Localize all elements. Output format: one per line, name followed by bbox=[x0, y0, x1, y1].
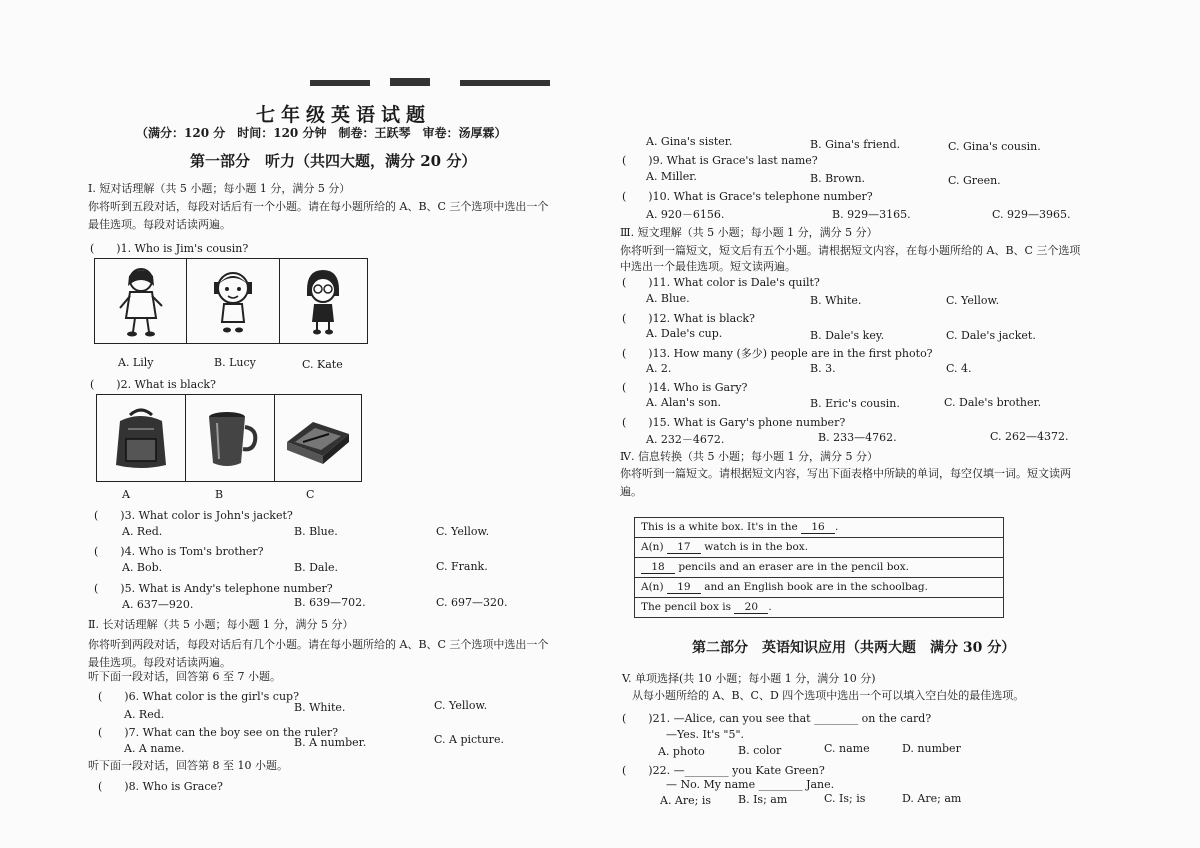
option-b: B. Eric's cousin. bbox=[810, 397, 900, 410]
table-text: pencils and an eraser are in the pencil box. bbox=[678, 561, 910, 573]
option-c: C. 929—3965. bbox=[992, 208, 1071, 221]
option-d: D. Are; am bbox=[902, 792, 962, 805]
option-a: A. 637—920. bbox=[122, 598, 194, 611]
part2-title: 第二部分 英语知识应用（共两大题 满分 30 分） bbox=[692, 640, 1016, 656]
girl-lucy-picture bbox=[187, 259, 279, 343]
table-text: . bbox=[835, 521, 839, 533]
table-row bbox=[635, 578, 1004, 598]
option-b: B. White. bbox=[810, 294, 862, 307]
option-c: C. name bbox=[824, 742, 870, 755]
cropped-header-fragment bbox=[300, 78, 570, 88]
question-9: ( )9. What is Grace's last name? bbox=[622, 154, 818, 167]
option-a: A. Red. bbox=[122, 525, 163, 538]
option-a: A. 920－6156. bbox=[646, 208, 725, 221]
section2-listen-note: 听下面一段对话，回答第 8 至 10 小题。 bbox=[88, 759, 288, 772]
question-21: ( )21. —Alice, can you see that ________ on the card? bbox=[622, 712, 932, 725]
question-13: ( )13. How many (多少) people are in the first photo? bbox=[622, 347, 933, 360]
option-b: B. Blue. bbox=[294, 525, 338, 538]
info-table bbox=[634, 517, 1004, 618]
option-b: B. Lucy bbox=[214, 356, 256, 369]
option-c: C. 4. bbox=[946, 362, 972, 375]
option-a: A. Gina's sister. bbox=[646, 135, 733, 148]
question-15: ( )15. What is Gary's phone number? bbox=[622, 416, 846, 429]
question-22-reply: — No. My name ________ Jane. bbox=[666, 778, 835, 791]
question-22: ( )22. —________ you Kate Green? bbox=[622, 764, 825, 777]
option-b: B. color bbox=[738, 744, 782, 757]
option-d: D. number bbox=[902, 742, 961, 755]
question-4: ( )4. Who is Tom's brother? bbox=[94, 545, 264, 558]
blank-17[interactable]: 17 bbox=[667, 541, 701, 554]
option-c: C. A picture. bbox=[434, 733, 504, 746]
question-10: ( )10. What is Grace's telephone number? bbox=[622, 190, 873, 203]
section4-instruction: 你将听到一篇短文。请根据短文内容，写出下面表格中所缺的单词，每空仅填一词。短文读两 bbox=[620, 467, 1071, 480]
question-14: ( )14. Who is Gary? bbox=[622, 381, 748, 394]
option-a: A. 2. bbox=[646, 362, 672, 375]
option-b: B. 233—4762. bbox=[818, 431, 897, 444]
section2-title: Ⅱ. 长对话理解（共 5 小题；每小题 1 分，满分 5 分） bbox=[88, 618, 354, 631]
section5-instruction: 从每小题所给的 A、B、C、D 四个选项中选出一个可以填入空白处的最佳选项。 bbox=[632, 689, 1025, 702]
option-a: A. Are; is bbox=[660, 794, 712, 807]
blank-19[interactable]: 19 bbox=[667, 581, 701, 594]
blank-20[interactable]: 20 bbox=[734, 601, 768, 614]
option-c: C. Frank. bbox=[436, 560, 488, 573]
option-c: C. Is; is bbox=[824, 792, 866, 805]
question-6: ( )6. What color is the girl's cup? bbox=[98, 690, 299, 703]
section3-instruction: 中选出一个最佳选项。短文读两遍。 bbox=[620, 260, 796, 273]
question-2: ( )2. What is black? bbox=[90, 378, 216, 391]
option-a: A. Bob. bbox=[122, 561, 163, 574]
option-c: C. Yellow. bbox=[434, 699, 488, 712]
girl-lily-picture bbox=[95, 259, 187, 343]
table-row bbox=[635, 598, 1004, 618]
option-c: C. 262—4372. bbox=[990, 430, 1069, 443]
section3-title: Ⅲ. 短文理解（共 5 小题；每小题 1 分，满分 5 分） bbox=[620, 226, 878, 239]
table-text: This is a white box. It's in the bbox=[641, 521, 798, 533]
section4-title: Ⅳ. 信息转换（共 5 小题；每小题 1 分，满分 5 分） bbox=[620, 450, 878, 463]
option-a: A. Blue. bbox=[646, 292, 690, 305]
option-b: B. 929—3165. bbox=[832, 208, 911, 221]
option-c: C. 697—320. bbox=[436, 596, 508, 609]
backpack-picture bbox=[97, 395, 186, 481]
option-a: A bbox=[122, 488, 130, 501]
question-7: ( )7. What can the boy see on the ruler? bbox=[98, 726, 339, 739]
exam-info: （满分：120 分 时间：120 分钟 制卷：王跃琴 审卷：汤厚霖） bbox=[136, 126, 507, 140]
cup-picture bbox=[186, 395, 275, 481]
option-b: B. White. bbox=[294, 701, 346, 714]
option-b: B. Gina's friend. bbox=[810, 138, 901, 151]
table-text: . bbox=[768, 601, 772, 613]
option-a: A. Red. bbox=[124, 708, 165, 721]
question-21-reply: —Yes. It's "5". bbox=[666, 728, 744, 741]
option-a: A. Alan's son. bbox=[646, 396, 722, 409]
section2-listen-note: 听下面一段对话，回答第 6 至 7 小题。 bbox=[88, 670, 281, 683]
table-text: A(n) bbox=[641, 541, 664, 553]
option-a: A. Lily bbox=[118, 356, 154, 369]
question-1: ( )1. Who is Jim's cousin? bbox=[90, 242, 249, 255]
pencil-box-picture bbox=[275, 395, 361, 481]
question-3: ( )3. What color is John's jacket? bbox=[94, 509, 293, 522]
exam-title: 七年级英语试题 bbox=[256, 104, 432, 126]
option-c: C. Yellow. bbox=[436, 525, 490, 538]
question-5: ( )5. What is Andy's telephone number? bbox=[94, 582, 333, 595]
table-row bbox=[635, 558, 1004, 578]
option-c: C. Yellow. bbox=[946, 294, 1000, 307]
option-b: B. A number. bbox=[294, 736, 367, 749]
section1-instruction: 最佳选项。每段对话读两遍。 bbox=[88, 218, 231, 231]
option-b: B. Brown. bbox=[810, 172, 866, 185]
table-row bbox=[635, 538, 1004, 558]
table-row bbox=[635, 518, 1004, 538]
section5-title: V. 单项选择(共 10 小题；每小题 1 分，满分 10 分) bbox=[622, 672, 876, 685]
blank-16[interactable]: 16 bbox=[801, 521, 835, 534]
option-b: B. Dale. bbox=[294, 561, 338, 574]
option-b: B. 639—702. bbox=[294, 596, 366, 609]
option-c: C. Dale's jacket. bbox=[946, 329, 1036, 342]
option-b: B. Is; am bbox=[738, 793, 788, 806]
option-a: A. 232－4672. bbox=[646, 433, 725, 446]
girl-kate-picture bbox=[280, 259, 367, 343]
table-text: A(n) bbox=[641, 581, 664, 593]
option-c: C. Green. bbox=[948, 174, 1001, 187]
option-a: A. A name. bbox=[124, 742, 185, 755]
section2-instruction: 你将听到两段对话，每段对话后有几个小题。请在每小题所给的 A、B、C 三个选项中选出一个 bbox=[88, 638, 549, 651]
section1-title: Ⅰ. 短对话理解（共 5 小题；每小题 1 分，满分 5 分） bbox=[88, 182, 351, 195]
option-a: A. Miller. bbox=[646, 170, 697, 183]
option-c: C. Dale's brother. bbox=[944, 396, 1042, 409]
option-b: B. Dale's key. bbox=[810, 329, 885, 342]
part1-title: 第一部分 听力（共四大题，满分 20 分） bbox=[190, 152, 477, 170]
section2-instruction: 最佳选项。每段对话读两遍。 bbox=[88, 656, 231, 669]
table-text: watch is in the box. bbox=[704, 541, 809, 553]
option-a: A. Dale's cup. bbox=[646, 327, 723, 340]
option-c: C bbox=[306, 488, 315, 501]
blank-18[interactable]: 18 bbox=[641, 561, 675, 574]
option-c: C. Kate bbox=[302, 358, 343, 371]
question-1-pictures bbox=[94, 258, 368, 344]
option-b: B. 3. bbox=[810, 362, 836, 375]
option-a: A. photo bbox=[658, 745, 705, 758]
table-text: The pencil box is bbox=[641, 601, 731, 613]
question-11: ( )11. What color is Dale's quilt? bbox=[622, 276, 820, 289]
table-text: and an English book are in the schoolbag. bbox=[704, 581, 928, 593]
question-12: ( )12. What is black? bbox=[622, 312, 755, 325]
option-b: B bbox=[215, 488, 224, 501]
section3-instruction: 你将听到一篇短文，短文后有五个小题。请根据短文内容，在每小题所给的 A、B、C 三个选项 bbox=[620, 244, 1081, 257]
question-8: ( )8. Who is Grace? bbox=[98, 780, 223, 793]
section4-instruction: 遍。 bbox=[620, 485, 642, 498]
option-c: C. Gina's cousin. bbox=[948, 140, 1041, 153]
section1-instruction: 你将听到五段对话，每段对话后有一个小题。请在每小题所给的 A、B、C 三个选项中选出一个 bbox=[88, 200, 549, 213]
question-2-pictures bbox=[96, 394, 362, 482]
